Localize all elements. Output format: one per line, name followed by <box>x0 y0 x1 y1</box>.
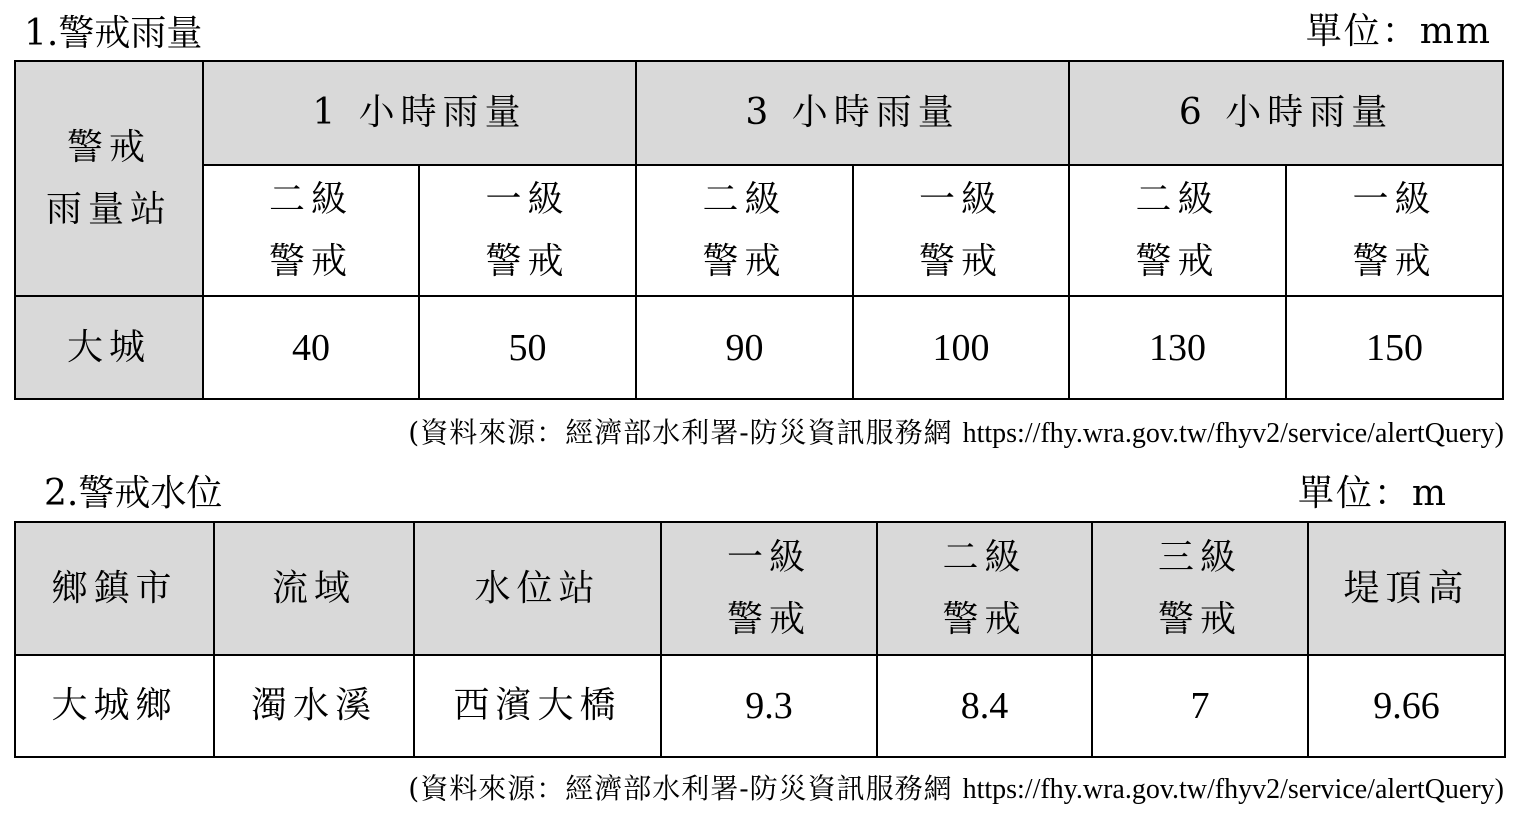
rain-value-cell: 50 <box>419 296 636 399</box>
water-station-header: 水位站 <box>414 522 661 655</box>
rain-group-1h-header: 1 小時雨量 <box>203 61 636 165</box>
water-level-table <box>14 521 1506 758</box>
rain-station-name: 大城 <box>15 296 203 399</box>
level3-header: 三級 警戒 <box>1092 522 1308 655</box>
rain-value-cell: 150 <box>1286 296 1503 399</box>
rain-alert-table <box>14 60 1504 400</box>
township-cell: 大城鄉 <box>15 655 214 757</box>
rain-value-cell: 100 <box>853 296 1069 399</box>
rain-station-header: 警戒 雨量站 <box>15 61 203 296</box>
rain-source-url: https://fhy.wra.gov.tw/fhyv2/service/alertQuery) <box>962 418 1504 449</box>
rain-unit-label: 單位：mm <box>1305 11 1492 52</box>
rain-level-header: 二級 警戒 <box>636 165 853 296</box>
levee-height-header: 堤頂高 <box>1308 522 1505 655</box>
water-section-title: 2.警戒水位 <box>44 473 223 514</box>
basin-header: 流域 <box>214 522 414 655</box>
water-station-cell: 西濱大橋 <box>414 655 661 757</box>
level3-cell: 7 <box>1092 655 1308 757</box>
level1-cell: 9.3 <box>661 655 877 757</box>
rain-value-cell: 130 <box>1069 296 1286 399</box>
rain-value-cell: 90 <box>636 296 853 399</box>
rain-level-header: 二級 警戒 <box>203 165 419 296</box>
rain-level-header: 一級 警戒 <box>853 165 1069 296</box>
rain-level-header: 二級 警戒 <box>1069 165 1286 296</box>
rain-level-header: 一級 警戒 <box>1286 165 1503 296</box>
rain-source-note <box>408 416 1504 451</box>
rain-group-6h-header: 6 小時雨量 <box>1069 61 1503 165</box>
water-source-label: (資料來源：經濟部水利署-防災資訊服務網 <box>408 772 963 805</box>
rain-group-3h-header: 3 小時雨量 <box>636 61 1069 165</box>
levee-height-cell: 9.66 <box>1308 655 1505 757</box>
rain-section-title: 1.警戒雨量 <box>24 13 203 54</box>
level2-header: 二級 警戒 <box>877 522 1092 655</box>
level2-cell: 8.4 <box>877 655 1092 757</box>
level1-header: 一級 警戒 <box>661 522 877 655</box>
water-source-note <box>408 772 1504 807</box>
water-unit-label: 單位：m <box>1297 473 1448 514</box>
basin-cell: 濁水溪 <box>214 655 414 757</box>
water-source-url: https://fhy.wra.gov.tw/fhyv2/service/alertQuery) <box>962 774 1504 805</box>
rain-source-label: (資料來源：經濟部水利署-防災資訊服務網 <box>408 416 963 449</box>
rain-level-header: 一級 警戒 <box>419 165 636 296</box>
township-header: 鄉鎮市 <box>15 522 214 655</box>
rain-value-cell: 40 <box>203 296 419 399</box>
